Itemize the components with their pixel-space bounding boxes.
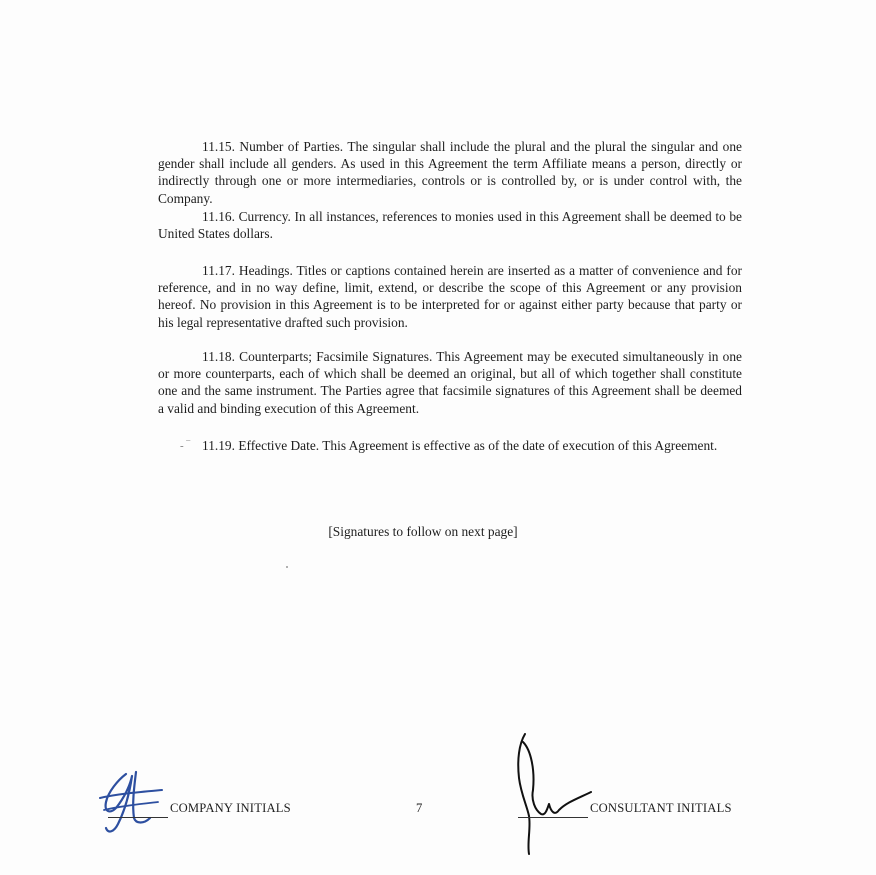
clause-11-19 <box>158 437 742 454</box>
page-number: 7 <box>416 801 423 815</box>
clause-11-18-text: 11.18. Counterparts; Facsimile Signatures. This Agreement may be executed simultaneously in one or more counterparts, each of which shall be deemed an original, but all of which together shall constitute one and the same instrument. The Parties agree that facsimile signatures of this Agreement shall be deemed a valid and binding execution of this Agreement. <box>158 349 742 416</box>
clause-11-17 <box>158 262 742 331</box>
clause-11-18 <box>158 348 742 417</box>
company-initials-signature <box>96 768 168 838</box>
signature-note: [Signatures to follow on next page] <box>328 524 518 539</box>
clause-11-15-text: 11.15. Number of Parties. The singular shall include the plural and the plural the singular and one gender shall include all genders. As used in this Agreement the term Affiliate means a person, directly or indirectly through one or more intermediaries, controls or is controlled by, or is under control with, the Company. <box>158 139 742 206</box>
clause-11-16 <box>158 208 742 242</box>
stray-scan-mark: - ‾ <box>180 440 191 452</box>
clause-11-19-text: 11.19. Effective Date. This Agreement is effective as of the date of execution of this Agreement. <box>202 438 718 453</box>
consultant-initials-label: CONSULTANT INITIALS <box>590 801 732 815</box>
consultant-initials-signature <box>505 730 595 860</box>
consultant-initials-line <box>518 817 588 818</box>
company-initials-label: COMPANY INITIALS <box>170 801 291 815</box>
scan-speck <box>286 566 288 568</box>
company-initials-line <box>108 817 168 818</box>
clause-11-17-text: 11.17. Headings. Titles or captions contained herein are inserted as a matter of convenience and for reference, and in no way define, limit, extend, or describe the scope of this Agreement or any provision hereof. No provision in this Agreement is to be interpreted for or against either party because that party or his legal representative drafted such provision. <box>158 263 742 330</box>
clause-11-16-text: 11.16. Currency. In all instances, references to monies used in this Agreement shall be deemed to be United States dollars. <box>158 209 742 242</box>
clause-11-15 <box>158 138 742 207</box>
